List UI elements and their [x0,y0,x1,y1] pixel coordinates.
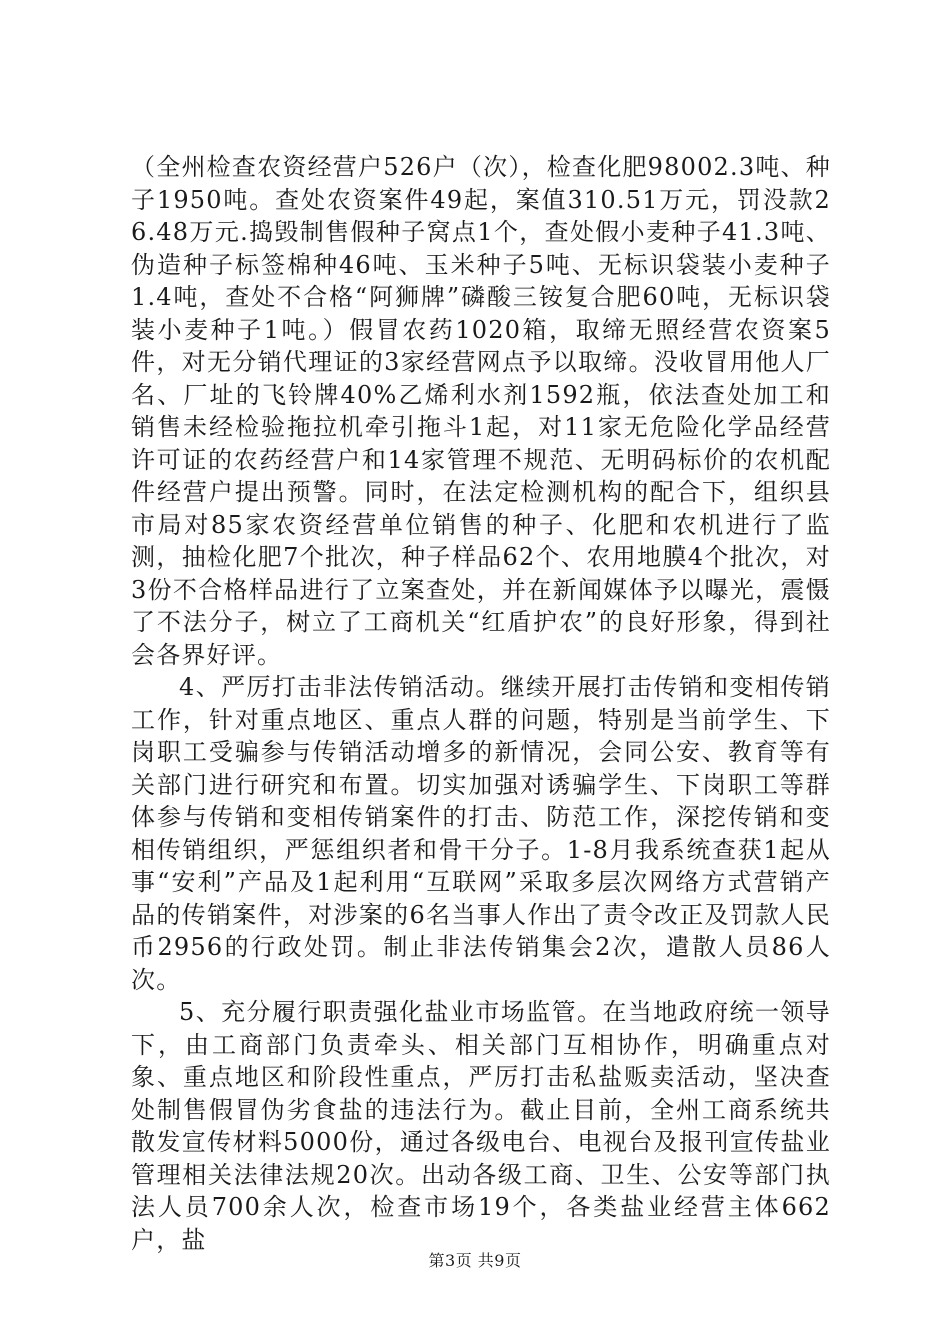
paragraph-pyramid-selling: 4、严厉打击非法传销活动。继续开展打击传销和变相传销工作，针对重点地区、重点人群的问题，特别是当前学生、下岗职工受骗参与传销活动增多的新情况，会同公安、教育等有关部门进行研究和布置。切实加强对诱骗学生、下岗职工等群体参与传销和变相传销案件的打击、防范工作，深挖传销和变相传销组织，严惩组织者和骨干分子。1-8月我系统查获1起从事“安利”产品及1起利用“互联网”采取多层次网络方式营销产品的传销案件，对涉案的6名当事人作出了责令改正及罚款人民币2956的行政处罚。制止非法传销集会2次，遣散人员86人次。 [131,673,831,994]
document-body [131,151,831,1256]
page-number-footer: 第3页 共9页 [428,1251,522,1270]
paragraph-agri-inspection: （全州检查农资经营户526户（次），检查化肥98002.3吨、种子1950吨。查处农资案件49起，案值310.51万元，罚没款26.48万元.捣毁制售假种子窝点1个，查处假小麦种子41.3吨、伪造种子标签棉种46吨、玉米种子5吨、无标识袋装小麦种子1.4吨，查处不合格“阿狮牌”磷酸三铵复合肥60吨，无标识袋装小麦种子1吨。）假冒农药1020箱，取缔无照经营农资案5件，对无分销代理证的3家经营网点予以取缔。没收冒用他人厂名、厂址的飞铃牌40%乙烯利水剂1592瓶，依法查处加工和销售未经检验拖拉机牵引拖斗1起，对11家无危险化学品经营许可证的农药经营户和14家管理不规范、无明码标价的农机配件经营户提出预警。同时，在法定检测机构的配合下，组织县市局对85家农资经营单位销售的种子、化肥和农机进行了监测，抽检化肥7个批次，种子样品62个、农用地膜4个批次，对3份不合格样品进行了立案查处，并在新闻媒体予以曝光，震慑了不法分子，树立了工商机关“红盾护农”的良好形象，得到社会各界好评。 [131,153,831,669]
paragraph-salt-market: 5、充分履行职责强化盐业市场监管。在当地政府统一领导下，由工商部门负责牵头、相关部门互相协作，明确重点对象、重点地区和阶段性重点，严厉打击私盐贩卖活动，坚决查处制售假冒伪劣食盐的违法行为。截止目前，全州工商系统共散发宣传材料5000份，通过各级电台、电视台及报刊宣传盐业管理相关法律法规20次。出动各级工商、卫生、公安等部门执法人员700余人次，检查市场19个，各类盐业经营主体662户，盐 [131,998,831,1254]
